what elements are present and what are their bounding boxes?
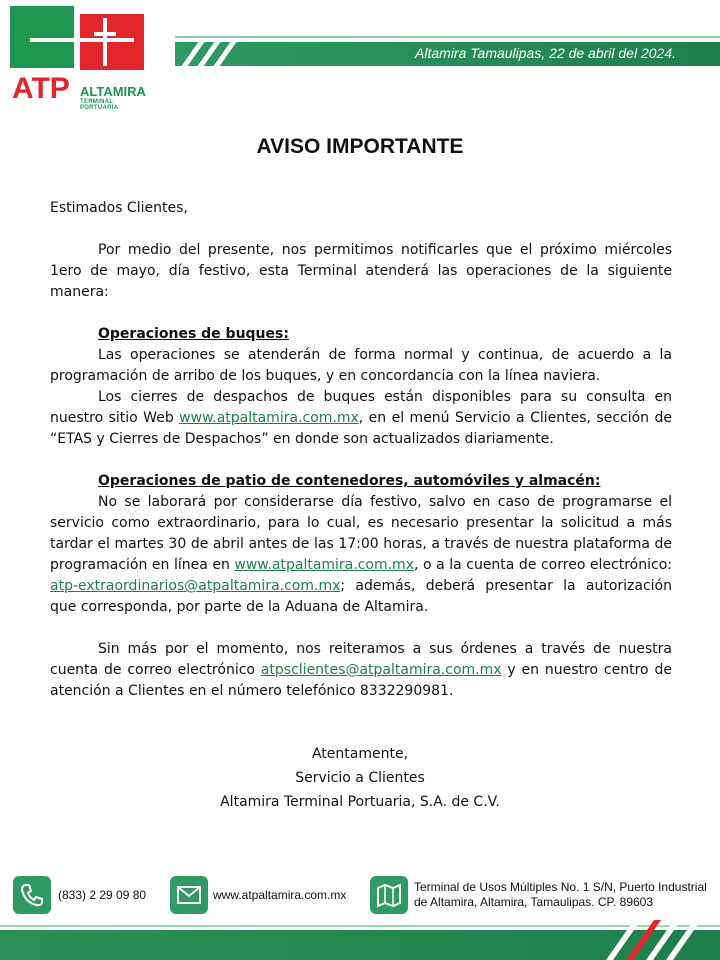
closing-line-2: Servicio a Clientes — [295, 770, 425, 786]
vessels-paragraph-2 — [50, 387, 672, 450]
atp-logo — [10, 6, 146, 111]
text-segment: y en nuestro centro de atención a Clientes en el número telefónico 8332290981. — [50, 662, 672, 699]
logo-cross — [103, 18, 107, 66]
vessels-paragraph-1: Las operaciones se atenderán de forma normal y continua, de acuerdo a la programación de arribo de los buques, y en concordancia con la línea naviera. — [50, 347, 672, 384]
logo-subtitle: TERMINAL PORTUARIA — [80, 99, 119, 111]
website-link[interactable]: www.atpaltamira.com.mx — [179, 410, 359, 426]
closing-line-3: Altamira Terminal Portuaria, S.A. de C.V. — [220, 794, 500, 810]
text-segment: ; además, deberá presentar la autorización que corresponda, por parte de la Aduana de Altamira. — [50, 578, 672, 615]
logo-brand: ATP — [12, 72, 70, 105]
text-segment: Los cierres de despachos de buques están disponibles para su consulta en nuestro sitio Web — [50, 389, 672, 426]
footer-website[interactable]: www.atpaltamira.com.mx — [213, 888, 347, 902]
client-email-link[interactable]: atpsclientes@atpaltamira.com.mx — [260, 662, 502, 678]
greeting: Estimados Clientes, — [50, 200, 188, 216]
text-segment: , o a la cuenta de correo electrónico: — [413, 557, 672, 573]
map-icon — [370, 876, 408, 914]
closing-signature — [0, 742, 720, 814]
address-line-1: Terminal de Usos Múltiples No. 1 S/N, Puerto Industrial — [414, 880, 707, 894]
notice-body — [50, 198, 672, 702]
logo-red-block — [80, 14, 144, 70]
section-heading-vessels: Operaciones de buques: — [98, 326, 289, 342]
extraordinary-email-link[interactable]: atp-extraordinarios@atpaltamira.com.mx — [50, 578, 341, 594]
yard-paragraph — [50, 492, 672, 618]
section-heading-yard: Operaciones de patio de contenedores, automóviles y almacén: — [98, 473, 601, 489]
text-segment: , en el menú Servicio a Clientes, sección de “ETAS y Cierres de Despachos” en donde son actualizados diariamente. — [50, 410, 672, 447]
final-paragraph — [50, 639, 672, 702]
address-line-2: de Altamira, Altamira, Tamaulipas. CP. 89603 — [414, 895, 654, 909]
page-title: AVISO IMPORTANTE — [256, 135, 464, 158]
text-segment: Sin más por el momento, nos reiteramos a sus órdenes a través de nuestra cuenta de correo electrónico — [50, 641, 672, 678]
intro-paragraph: Por medio del presente, nos permitimos notificarles que el próximo miércoles 1ero de mayo, día festivo, esta Terminal atenderá las operaciones de la siguiente manera: — [50, 242, 672, 300]
logo-cross-bar — [94, 32, 116, 36]
text-segment: No se laborará por considerarse día festivo, salvo en caso de programarse el servicio como extraordinario, para lo cual, es necesario presentar la solicitud a más tardar el martes 30 de abril antes de las 17:00 horas, a través de nuestra plataforma de programación en línea en — [50, 494, 672, 573]
website-link[interactable]: www.atpaltamira.com.mx — [234, 557, 414, 573]
mail-icon — [170, 876, 208, 914]
logo-name: ALTAMIRA — [80, 84, 146, 99]
phone-icon — [13, 876, 51, 914]
header-date: Altamira Tamaulipas, 22 de abril del 2024. — [415, 45, 676, 61]
header-thin-line — [175, 36, 720, 38]
logo-line — [30, 38, 134, 42]
phone-number: (833) 2 29 09 80 — [58, 888, 147, 902]
closing-line-1: Atentamente, — [311, 746, 409, 762]
footer-contact — [0, 868, 720, 924]
bottom-thin-line — [0, 925, 720, 927]
logo-green-block — [10, 6, 74, 68]
